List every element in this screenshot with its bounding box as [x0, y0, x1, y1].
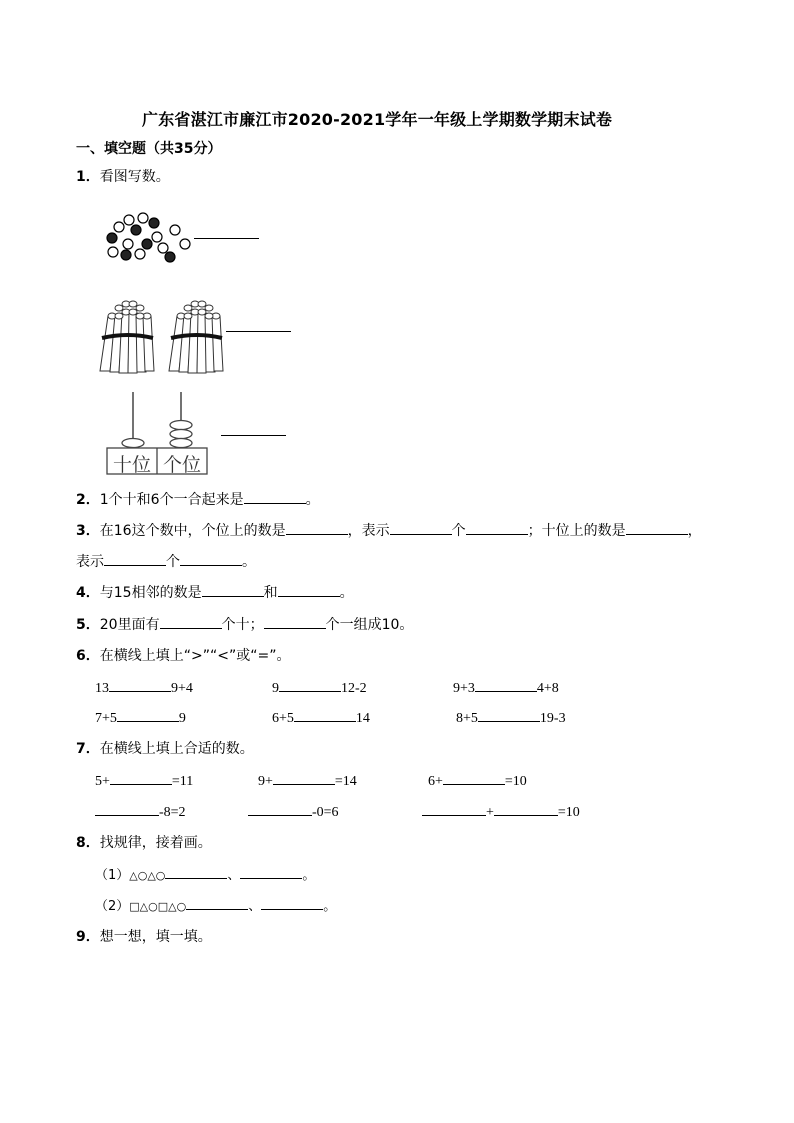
bead [180, 239, 190, 249]
bead [149, 218, 159, 228]
answer-blank[interactable] [248, 801, 312, 816]
answer-blank[interactable] [117, 707, 179, 722]
abacus-bead [170, 421, 192, 430]
question-6: 6．在横线上填上“>”“<”或“=”。 [76, 648, 291, 664]
answer-blank[interactable] [95, 801, 159, 816]
bead [114, 222, 124, 232]
question-5: 5．20里面有 个十； 个一组成10。 [76, 614, 413, 634]
answer-blank[interactable] [165, 864, 227, 879]
answer-blank[interactable] [294, 707, 356, 722]
ones-label: 个位 [162, 454, 201, 476]
question-3-line2: 表示 个 。 [76, 551, 256, 571]
answer-blank[interactable] [466, 520, 528, 535]
question-3: 3．在16这个数中，个位上的数是 ，表示 个 ；十位上的数是 ， [76, 520, 702, 540]
answer-blank[interactable] [109, 677, 171, 692]
answer-blank[interactable] [110, 770, 172, 785]
bead [123, 239, 133, 249]
q7-item: 9+ =14 [258, 770, 357, 790]
answer-blank[interactable] [626, 520, 688, 535]
q8-part-1: （1）△○△○ 、 。 [95, 864, 315, 883]
answer-blank[interactable] [186, 895, 248, 910]
stick-bundles-image [98, 296, 228, 376]
bead [158, 243, 168, 253]
question-8: 8．找规律，接着画。 [76, 835, 212, 851]
answer-blank[interactable] [278, 582, 340, 597]
answer-blank[interactable] [494, 801, 558, 816]
answer-blank[interactable] [240, 864, 302, 879]
beads-image [100, 210, 190, 265]
bead [131, 225, 141, 235]
question-7: 7．在横线上填上合适的数。 [76, 741, 254, 757]
bead [107, 233, 117, 243]
abacus-bead [170, 430, 192, 439]
q6-item: 9+3 4+8 [453, 677, 559, 697]
q6-item: 6+5 14 [272, 707, 370, 727]
q8-part-2: （2）□△○□△○ 、 。 [95, 895, 336, 914]
answer-blank[interactable] [221, 435, 286, 436]
abacus-bead [122, 439, 144, 448]
answer-blank[interactable] [194, 238, 259, 239]
shape-pattern: △○△○ [129, 869, 166, 882]
bead [152, 232, 162, 242]
q7-item: 6+ =10 [428, 770, 527, 790]
question-4: 4．与15相邻的数是 和 。 [76, 582, 354, 602]
answer-blank[interactable] [475, 677, 537, 692]
answer-blank[interactable] [244, 489, 306, 504]
bead [121, 250, 131, 260]
answer-blank[interactable] [390, 520, 452, 535]
answer-blank[interactable] [261, 895, 323, 910]
answer-blank[interactable] [443, 770, 505, 785]
bead [170, 225, 180, 235]
q7-item: -8=2 [95, 801, 186, 821]
bead [142, 239, 152, 249]
q6-item: 7+5 9 [95, 707, 186, 727]
q6-item: 8+5 19-3 [456, 707, 566, 727]
question-2: 2．1个十和6个一合起来是 。 [76, 489, 320, 509]
page-title: 广东省湛江市廉江市2020-2021学年一年级上学期数学期末试卷 [142, 110, 613, 129]
answer-blank[interactable] [286, 520, 348, 535]
answer-blank[interactable] [180, 551, 242, 566]
answer-blank[interactable] [264, 614, 326, 629]
q6-item: 13 9+4 [95, 677, 193, 697]
bead [165, 252, 175, 262]
bead [108, 247, 118, 257]
bead [138, 213, 148, 223]
answer-blank[interactable] [104, 551, 166, 566]
q7-item: + =10 [422, 801, 580, 821]
q7-item: 5+ =11 [95, 770, 193, 790]
tens-label: 十位 [112, 454, 151, 476]
answer-blank[interactable] [160, 614, 222, 629]
q6-item: 9 12-2 [272, 677, 367, 697]
answer-blank[interactable] [226, 331, 291, 332]
question-9: 9．想一想，填一填。 [76, 929, 212, 945]
answer-blank[interactable] [273, 770, 335, 785]
answer-blank[interactable] [422, 801, 486, 816]
answer-blank[interactable] [202, 582, 264, 597]
abacus-bead [170, 439, 192, 448]
bead [124, 215, 134, 225]
shape-pattern: □△○□△○ [129, 900, 187, 913]
answer-blank[interactable] [279, 677, 341, 692]
bead [135, 249, 145, 259]
section-heading: 一、填空题（共35分） [76, 141, 222, 157]
question-1: 1．看图写数。 [76, 169, 170, 185]
q7-item: -0=6 [248, 801, 339, 821]
answer-blank[interactable] [478, 707, 540, 722]
